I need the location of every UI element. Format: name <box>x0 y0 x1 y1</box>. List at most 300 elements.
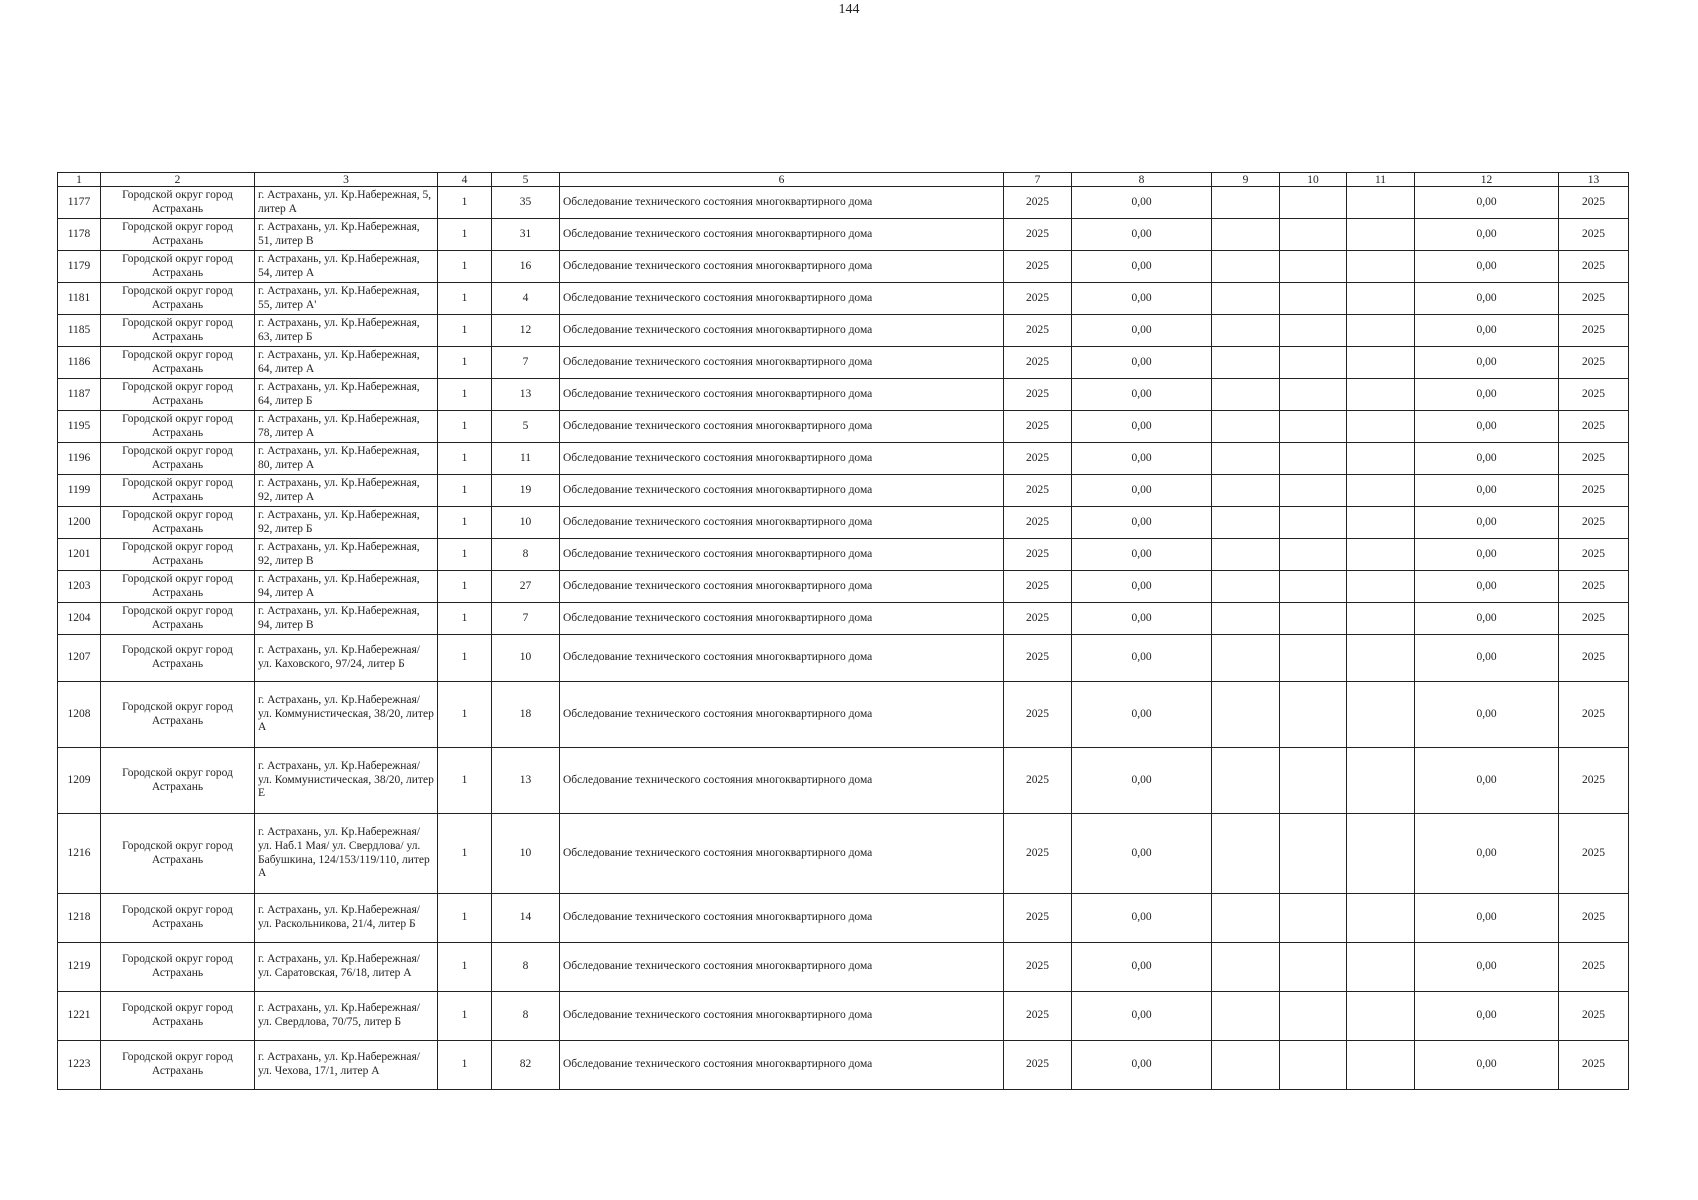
address-cell: г. Астрахань, ул. Кр.Набережная/ ул. Свердлова, 70/75, литер Б <box>255 992 438 1041</box>
work-type-cell: Обследование технического состояния многоквартирного дома <box>560 347 1004 379</box>
count-cell: 1 <box>438 507 492 539</box>
row-number-cell: 1178 <box>58 219 101 251</box>
work-type-cell: Обследование технического состояния многоквартирного дома <box>560 475 1004 507</box>
municipality-cell: Городской округ город Астрахань <box>101 475 255 507</box>
table-row <box>58 943 1629 992</box>
col-header: 5 <box>492 173 560 187</box>
address-cell: г. Астрахань, ул. Кр.Набережная, 54, литер А <box>255 251 438 283</box>
table-row <box>58 539 1629 571</box>
empty-cell <box>1212 475 1280 507</box>
cost-cell: 0,00 <box>1072 894 1212 943</box>
apartments-cell: 10 <box>492 635 560 682</box>
total-cell: 0,00 <box>1415 635 1559 682</box>
row-number-cell: 1208 <box>58 682 101 748</box>
work-type-cell: Обследование технического состояния многоквартирного дома <box>560 571 1004 603</box>
empty-cell <box>1347 475 1415 507</box>
empty-cell <box>1280 814 1347 894</box>
apartments-cell: 10 <box>492 814 560 894</box>
cost-cell: 0,00 <box>1072 187 1212 219</box>
empty-cell <box>1280 992 1347 1041</box>
year-cell: 2025 <box>1004 571 1072 603</box>
table-row <box>58 443 1629 475</box>
count-cell: 1 <box>438 992 492 1041</box>
year-cell: 2025 <box>1004 411 1072 443</box>
address-cell: г. Астрахань, ул. Кр.Набережная, 92, литер А <box>255 475 438 507</box>
empty-cell <box>1212 347 1280 379</box>
year-cell: 2025 <box>1004 943 1072 992</box>
empty-cell <box>1212 219 1280 251</box>
address-cell: г. Астрахань, ул. Кр.Набережная, 64, литер А <box>255 347 438 379</box>
empty-cell <box>1280 635 1347 682</box>
work-type-cell: Обследование технического состояния многоквартирного дома <box>560 814 1004 894</box>
municipality-cell: Городской округ город Астрахань <box>101 379 255 411</box>
municipality-cell: Городской округ город Астрахань <box>101 251 255 283</box>
address-cell: г. Астрахань, ул. Кр.Набережная, 94, литер В <box>255 603 438 635</box>
empty-cell <box>1280 682 1347 748</box>
row-number-cell: 1186 <box>58 347 101 379</box>
total-cell: 0,00 <box>1415 571 1559 603</box>
total-cell: 0,00 <box>1415 411 1559 443</box>
table-row <box>58 748 1629 814</box>
empty-cell <box>1347 187 1415 219</box>
table-row <box>58 992 1629 1041</box>
empty-cell <box>1280 315 1347 347</box>
total-cell: 0,00 <box>1415 1041 1559 1090</box>
col-header: 10 <box>1280 173 1347 187</box>
total-cell: 0,00 <box>1415 682 1559 748</box>
empty-cell <box>1212 748 1280 814</box>
address-cell: г. Астрахань, ул. Кр.Набережная, 78, литер А <box>255 411 438 443</box>
table-row <box>58 1041 1629 1090</box>
empty-cell <box>1347 283 1415 315</box>
apartments-cell: 8 <box>492 992 560 1041</box>
cost-cell: 0,00 <box>1072 347 1212 379</box>
apartments-cell: 8 <box>492 539 560 571</box>
count-cell: 1 <box>438 411 492 443</box>
completion-year-cell: 2025 <box>1559 894 1629 943</box>
cost-cell: 0,00 <box>1072 411 1212 443</box>
cost-cell: 0,00 <box>1072 635 1212 682</box>
table-row <box>58 635 1629 682</box>
col-header: 9 <box>1212 173 1280 187</box>
apartments-cell: 5 <box>492 411 560 443</box>
table-row <box>58 411 1629 443</box>
count-cell: 1 <box>438 219 492 251</box>
empty-cell <box>1347 411 1415 443</box>
count-cell: 1 <box>438 748 492 814</box>
empty-cell <box>1212 443 1280 475</box>
table-row <box>58 315 1629 347</box>
completion-year-cell: 2025 <box>1559 507 1629 539</box>
total-cell: 0,00 <box>1415 347 1559 379</box>
apartments-cell: 13 <box>492 748 560 814</box>
empty-cell <box>1347 748 1415 814</box>
municipality-cell: Городской округ город Астрахань <box>101 635 255 682</box>
row-number-cell: 1201 <box>58 539 101 571</box>
cost-cell: 0,00 <box>1072 814 1212 894</box>
count-cell: 1 <box>438 943 492 992</box>
table-row <box>58 894 1629 943</box>
empty-cell <box>1280 475 1347 507</box>
municipality-cell: Городской округ город Астрахань <box>101 814 255 894</box>
empty-cell <box>1347 1041 1415 1090</box>
cost-cell: 0,00 <box>1072 992 1212 1041</box>
apartments-cell: 4 <box>492 283 560 315</box>
total-cell: 0,00 <box>1415 943 1559 992</box>
work-type-cell: Обследование технического состояния многоквартирного дома <box>560 992 1004 1041</box>
apartments-cell: 10 <box>492 507 560 539</box>
municipality-cell: Городской округ город Астрахань <box>101 187 255 219</box>
count-cell: 1 <box>438 539 492 571</box>
empty-cell <box>1347 635 1415 682</box>
row-number-cell: 1179 <box>58 251 101 283</box>
cost-cell: 0,00 <box>1072 443 1212 475</box>
cost-cell: 0,00 <box>1072 283 1212 315</box>
completion-year-cell: 2025 <box>1559 603 1629 635</box>
municipality-cell: Городской округ город Астрахань <box>101 682 255 748</box>
work-type-cell: Обследование технического состояния многоквартирного дома <box>560 682 1004 748</box>
count-cell: 1 <box>438 571 492 603</box>
row-number-cell: 1177 <box>58 187 101 219</box>
empty-cell <box>1212 379 1280 411</box>
completion-year-cell: 2025 <box>1559 748 1629 814</box>
completion-year-cell: 2025 <box>1559 571 1629 603</box>
completion-year-cell: 2025 <box>1559 347 1629 379</box>
address-cell: г. Астрахань, ул. Кр.Набережная/ ул. Каховского, 97/24, литер Б <box>255 635 438 682</box>
municipality-cell: Городской округ город Астрахань <box>101 894 255 943</box>
empty-cell <box>1347 539 1415 571</box>
apartments-cell: 31 <box>492 219 560 251</box>
empty-cell <box>1280 603 1347 635</box>
col-header: 12 <box>1415 173 1559 187</box>
year-cell: 2025 <box>1004 347 1072 379</box>
table-row <box>58 603 1629 635</box>
completion-year-cell: 2025 <box>1559 475 1629 507</box>
year-cell: 2025 <box>1004 443 1072 475</box>
completion-year-cell: 2025 <box>1559 682 1629 748</box>
year-cell: 2025 <box>1004 283 1072 315</box>
empty-cell <box>1212 992 1280 1041</box>
completion-year-cell: 2025 <box>1559 283 1629 315</box>
row-number-cell: 1207 <box>58 635 101 682</box>
empty-cell <box>1212 539 1280 571</box>
municipality-cell: Городской округ город Астрахань <box>101 507 255 539</box>
count-cell: 1 <box>438 635 492 682</box>
row-number-cell: 1216 <box>58 814 101 894</box>
col-header: 3 <box>255 173 438 187</box>
cost-cell: 0,00 <box>1072 682 1212 748</box>
apartments-cell: 16 <box>492 251 560 283</box>
empty-cell <box>1212 283 1280 315</box>
empty-cell <box>1212 315 1280 347</box>
work-type-cell: Обследование технического состояния многоквартирного дома <box>560 748 1004 814</box>
work-type-cell: Обследование технического состояния многоквартирного дома <box>560 507 1004 539</box>
cost-cell: 0,00 <box>1072 219 1212 251</box>
work-type-cell: Обследование технического состояния многоквартирного дома <box>560 283 1004 315</box>
total-cell: 0,00 <box>1415 379 1559 411</box>
work-type-cell: Обследование технического состояния многоквартирного дома <box>560 411 1004 443</box>
empty-cell <box>1212 635 1280 682</box>
municipality-cell: Городской округ город Астрахань <box>101 748 255 814</box>
address-cell: г. Астрахань, ул. Кр.Набережная, 51, литер В <box>255 219 438 251</box>
municipality-cell: Городской округ город Астрахань <box>101 347 255 379</box>
col-header: 7 <box>1004 173 1072 187</box>
apartments-cell: 8 <box>492 943 560 992</box>
apartments-cell: 27 <box>492 571 560 603</box>
municipality-cell: Городской округ город Астрахань <box>101 539 255 571</box>
empty-cell <box>1280 539 1347 571</box>
municipality-cell: Городской округ город Астрахань <box>101 315 255 347</box>
count-cell: 1 <box>438 251 492 283</box>
apartments-cell: 11 <box>492 443 560 475</box>
year-cell: 2025 <box>1004 539 1072 571</box>
work-type-cell: Обследование технического состояния многоквартирного дома <box>560 635 1004 682</box>
empty-cell <box>1347 379 1415 411</box>
municipality-cell: Городской округ город Астрахань <box>101 992 255 1041</box>
cost-cell: 0,00 <box>1072 571 1212 603</box>
row-number-cell: 1199 <box>58 475 101 507</box>
cost-cell: 0,00 <box>1072 475 1212 507</box>
empty-cell <box>1212 251 1280 283</box>
year-cell: 2025 <box>1004 187 1072 219</box>
count-cell: 1 <box>438 347 492 379</box>
col-header: 1 <box>58 173 101 187</box>
year-cell: 2025 <box>1004 219 1072 251</box>
empty-cell <box>1212 411 1280 443</box>
address-cell: г. Астрахань, ул. Кр.Набережная/ ул. Коммунистическая, 38/20, литер А <box>255 682 438 748</box>
empty-cell <box>1280 943 1347 992</box>
municipality-cell: Городской округ город Астрахань <box>101 571 255 603</box>
year-cell: 2025 <box>1004 635 1072 682</box>
empty-cell <box>1347 219 1415 251</box>
cost-cell: 0,00 <box>1072 379 1212 411</box>
apartments-cell: 12 <box>492 315 560 347</box>
empty-cell <box>1280 894 1347 943</box>
row-number-cell: 1196 <box>58 443 101 475</box>
address-cell: г. Астрахань, ул. Кр.Набережная, 64, литер Б <box>255 379 438 411</box>
municipality-cell: Городской округ город Астрахань <box>101 1041 255 1090</box>
row-number-cell: 1187 <box>58 379 101 411</box>
empty-cell <box>1212 571 1280 603</box>
empty-cell <box>1212 943 1280 992</box>
municipality-cell: Городской округ город Астрахань <box>101 603 255 635</box>
year-cell: 2025 <box>1004 814 1072 894</box>
cost-cell: 0,00 <box>1072 539 1212 571</box>
total-cell: 0,00 <box>1415 894 1559 943</box>
col-header: 13 <box>1559 173 1629 187</box>
completion-year-cell: 2025 <box>1559 443 1629 475</box>
row-number-cell: 1204 <box>58 603 101 635</box>
year-cell: 2025 <box>1004 748 1072 814</box>
empty-cell <box>1347 347 1415 379</box>
work-type-cell: Обследование технического состояния многоквартирного дома <box>560 187 1004 219</box>
col-header: 4 <box>438 173 492 187</box>
completion-year-cell: 2025 <box>1559 1041 1629 1090</box>
row-number-cell: 1200 <box>58 507 101 539</box>
empty-cell <box>1280 219 1347 251</box>
page-number: 144 <box>838 2 860 17</box>
cost-cell: 0,00 <box>1072 507 1212 539</box>
completion-year-cell: 2025 <box>1559 219 1629 251</box>
row-number-cell: 1219 <box>58 943 101 992</box>
cost-cell: 0,00 <box>1072 1041 1212 1090</box>
total-cell: 0,00 <box>1415 219 1559 251</box>
table-row <box>58 251 1629 283</box>
count-cell: 1 <box>438 475 492 507</box>
apartments-cell: 18 <box>492 682 560 748</box>
col-header: 8 <box>1072 173 1212 187</box>
year-cell: 2025 <box>1004 315 1072 347</box>
apartments-cell: 14 <box>492 894 560 943</box>
address-cell: г. Астрахань, ул. Кр.Набережная/ ул. Наб.1 Мая/ ул. Свердлова/ ул. Бабушкина, 124/153/119/110, литер А <box>255 814 438 894</box>
empty-cell <box>1347 894 1415 943</box>
address-cell: г. Астрахань, ул. Кр.Набережная, 80, литер А <box>255 443 438 475</box>
count-cell: 1 <box>438 894 492 943</box>
total-cell: 0,00 <box>1415 251 1559 283</box>
empty-cell <box>1212 814 1280 894</box>
work-type-cell: Обследование технического состояния многоквартирного дома <box>560 943 1004 992</box>
row-number-cell: 1181 <box>58 283 101 315</box>
empty-cell <box>1280 1041 1347 1090</box>
row-number-cell: 1195 <box>58 411 101 443</box>
empty-cell <box>1280 411 1347 443</box>
work-type-cell: Обследование технического состояния многоквартирного дома <box>560 539 1004 571</box>
column-number-row <box>58 173 1629 187</box>
municipality-cell: Городской округ город Астрахань <box>101 443 255 475</box>
year-cell: 2025 <box>1004 992 1072 1041</box>
empty-cell <box>1347 315 1415 347</box>
year-cell: 2025 <box>1004 682 1072 748</box>
count-cell: 1 <box>438 443 492 475</box>
count-cell: 1 <box>438 187 492 219</box>
total-cell: 0,00 <box>1415 539 1559 571</box>
address-cell: г. Астрахань, ул. Кр.Набережная, 92, литер Б <box>255 507 438 539</box>
work-type-cell: Обследование технического состояния многоквартирного дома <box>560 251 1004 283</box>
apartments-cell: 35 <box>492 187 560 219</box>
empty-cell <box>1280 443 1347 475</box>
completion-year-cell: 2025 <box>1559 943 1629 992</box>
cost-cell: 0,00 <box>1072 251 1212 283</box>
completion-year-cell: 2025 <box>1559 187 1629 219</box>
col-header: 11 <box>1347 173 1415 187</box>
municipality-cell: Городской округ город Астрахань <box>101 283 255 315</box>
completion-year-cell: 2025 <box>1559 992 1629 1041</box>
total-cell: 0,00 <box>1415 315 1559 347</box>
table-row <box>58 283 1629 315</box>
municipality-cell: Городской округ город Астрахань <box>101 943 255 992</box>
empty-cell <box>1347 603 1415 635</box>
table-row <box>58 379 1629 411</box>
apartments-cell: 13 <box>492 379 560 411</box>
cost-cell: 0,00 <box>1072 943 1212 992</box>
total-cell: 0,00 <box>1415 475 1559 507</box>
completion-year-cell: 2025 <box>1559 635 1629 682</box>
apartments-cell: 82 <box>492 1041 560 1090</box>
year-cell: 2025 <box>1004 1041 1072 1090</box>
municipality-cell: Городской округ город Астрахань <box>101 219 255 251</box>
empty-cell <box>1280 571 1347 603</box>
register-body <box>58 187 1629 1090</box>
count-cell: 1 <box>438 315 492 347</box>
count-cell: 1 <box>438 1041 492 1090</box>
empty-cell <box>1280 187 1347 219</box>
address-cell: г. Астрахань, ул. Кр.Набережная, 63, литер Б <box>255 315 438 347</box>
table-row <box>58 187 1629 219</box>
empty-cell <box>1347 682 1415 748</box>
count-cell: 1 <box>438 283 492 315</box>
empty-cell <box>1347 443 1415 475</box>
address-cell: г. Астрахань, ул. Кр.Набережная, 55, литер А' <box>255 283 438 315</box>
total-cell: 0,00 <box>1415 507 1559 539</box>
apartments-cell: 7 <box>492 347 560 379</box>
year-cell: 2025 <box>1004 894 1072 943</box>
table-row <box>58 507 1629 539</box>
completion-year-cell: 2025 <box>1559 814 1629 894</box>
row-number-cell: 1185 <box>58 315 101 347</box>
empty-cell <box>1212 187 1280 219</box>
total-cell: 0,00 <box>1415 443 1559 475</box>
empty-cell <box>1280 251 1347 283</box>
work-type-cell: Обследование технического состояния многоквартирного дома <box>560 315 1004 347</box>
empty-cell <box>1347 571 1415 603</box>
work-type-cell: Обследование технического состояния многоквартирного дома <box>560 603 1004 635</box>
col-header: 2 <box>101 173 255 187</box>
row-number-cell: 1209 <box>58 748 101 814</box>
cost-cell: 0,00 <box>1072 603 1212 635</box>
empty-cell <box>1280 283 1347 315</box>
municipality-cell: Городской округ город Астрахань <box>101 411 255 443</box>
completion-year-cell: 2025 <box>1559 539 1629 571</box>
completion-year-cell: 2025 <box>1559 411 1629 443</box>
table-row <box>58 682 1629 748</box>
empty-cell <box>1347 943 1415 992</box>
total-cell: 0,00 <box>1415 814 1559 894</box>
empty-cell <box>1212 603 1280 635</box>
total-cell: 0,00 <box>1415 603 1559 635</box>
count-cell: 1 <box>438 682 492 748</box>
row-number-cell: 1203 <box>58 571 101 603</box>
completion-year-cell: 2025 <box>1559 379 1629 411</box>
col-header: 6 <box>560 173 1004 187</box>
row-number-cell: 1218 <box>58 894 101 943</box>
empty-cell <box>1280 748 1347 814</box>
table-row <box>58 475 1629 507</box>
year-cell: 2025 <box>1004 251 1072 283</box>
address-cell: г. Астрахань, ул. Кр.Набережная/ ул. Саратовская, 76/18, литер А <box>255 943 438 992</box>
total-cell: 0,00 <box>1415 283 1559 315</box>
register-table <box>57 172 1629 1090</box>
row-number-cell: 1221 <box>58 992 101 1041</box>
empty-cell <box>1347 507 1415 539</box>
count-cell: 1 <box>438 814 492 894</box>
empty-cell <box>1347 814 1415 894</box>
year-cell: 2025 <box>1004 603 1072 635</box>
count-cell: 1 <box>438 379 492 411</box>
address-cell: г. Астрахань, ул. Кр.Набережная, 5, литер А <box>255 187 438 219</box>
address-cell: г. Астрахань, ул. Кр.Набережная/ ул. Чехова, 17/1, литер А <box>255 1041 438 1090</box>
row-number-cell: 1223 <box>58 1041 101 1090</box>
empty-cell <box>1280 347 1347 379</box>
table-row <box>58 347 1629 379</box>
count-cell: 1 <box>438 603 492 635</box>
address-cell: г. Астрахань, ул. Кр.Набережная/ ул. Коммунистическая, 38/20, литер Е <box>255 748 438 814</box>
table-row <box>58 219 1629 251</box>
empty-cell <box>1212 507 1280 539</box>
year-cell: 2025 <box>1004 379 1072 411</box>
address-cell: г. Астрахань, ул. Кр.Набережная, 92, литер В <box>255 539 438 571</box>
address-cell: г. Астрахань, ул. Кр.Набережная, 94, литер А <box>255 571 438 603</box>
work-type-cell: Обследование технического состояния многоквартирного дома <box>560 219 1004 251</box>
